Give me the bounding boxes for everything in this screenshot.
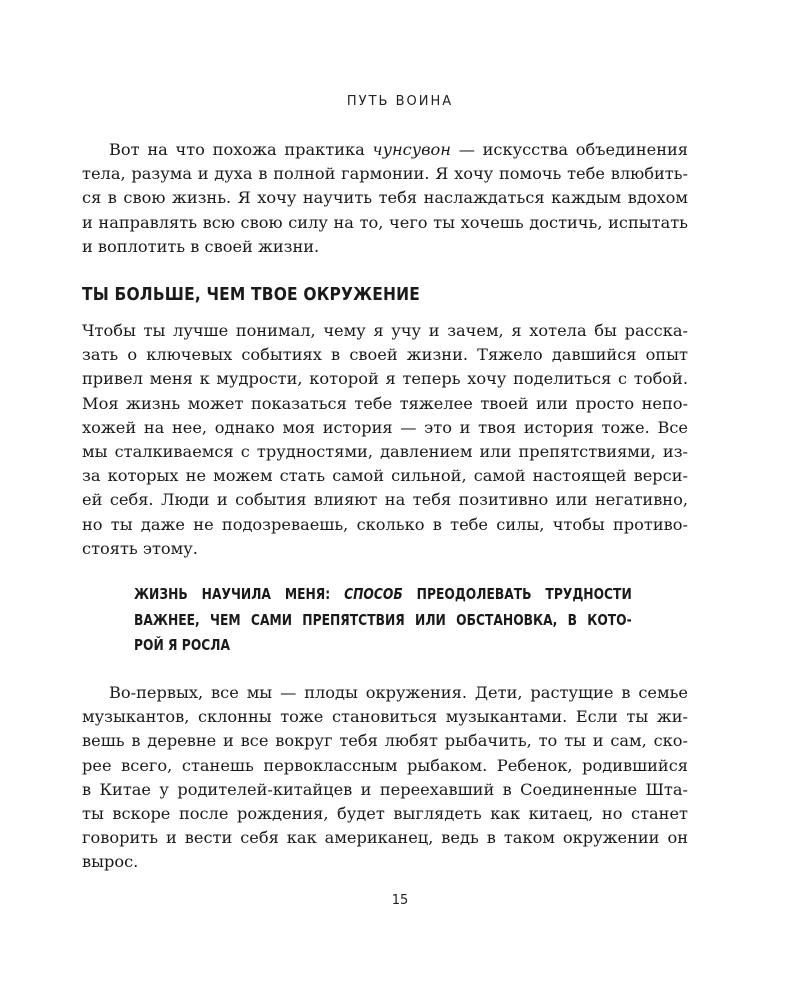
body1-line: хожей на нее, однако моя история — это и твоя история тоже. Все — [82, 417, 688, 437]
body-paragraph-2 — [82, 681, 688, 875]
intro-paragraph — [82, 138, 688, 259]
body1-line: мы сталкиваемся с трудностями, давлением или препятствиями, из- — [82, 441, 688, 461]
body1-line: привел меня к мудрости, которой я теперь хочу поделиться с тобой. — [82, 369, 688, 389]
page-number: 15 — [391, 893, 409, 908]
body2-line: рее всего, станешь первоклассным рыбаком. Ребенок, родившийся — [82, 755, 688, 775]
callout-line: РОЙ Я РОСЛА — [134, 636, 231, 654]
body2-line: Во-первых, все мы — плоды окружения. Дети, растущие в семье — [109, 683, 688, 702]
body1-line: Моя жизнь может показаться тебе тяжелее твоей или просто непо- — [82, 393, 688, 413]
body1-line: зать о ключевых событиях в своей жизни. Тяжело давшийся опыт — [82, 345, 688, 365]
body2-line: вырос. — [82, 852, 139, 872]
body2-line: ты вскоре после рождения, будет выглядеть как китаец, но станет — [82, 803, 688, 823]
body1-line: за которых не можем стать самой сильной, самой настоящей верси- — [82, 466, 688, 486]
body2-line: вешь в деревне и все вокруг тебя любят рыбачить, то ты и сам, ско- — [82, 731, 688, 751]
section-heading: ТЫ БОЛЬШЕ, ЧЕМ ТВОЕ ОКРУЖЕНИЕ — [82, 284, 421, 305]
callout-line: ВАЖНЕЕ, ЧЕМ САМИ ПРЕПЯТСТВИЯ ИЛИ ОБСТАНОВКА, В КОТО- — [134, 610, 632, 629]
callout-italic-word: СПОСОБ — [344, 585, 403, 603]
callout-quote — [134, 582, 632, 659]
running-head: ПУТЬ ВОИНА — [346, 94, 454, 109]
body2-line: говорить и вести себя как американец, ведь в таком окружении он — [82, 828, 688, 848]
body2-line: в Китае у родителей-китайцев и переехавший в Соединенные Шта- — [82, 779, 688, 799]
intro-line: Вот на что похожа практика чунсувон — искусства объединения — [109, 140, 688, 159]
intro-italic-term: чунсувон — [372, 140, 451, 159]
body1-line: Чтобы ты лучше понимал, чему я учу и зачем, я хотела бы расска- — [82, 321, 688, 340]
body1-line: стоять этому. — [82, 538, 198, 558]
body2-line: музыкантов, склонны тоже становиться музыкантами. Если ты жи- — [82, 707, 688, 727]
intro-line: тела, разума и духа в полной гармонии. Я хочу помочь тебе влюбить- — [82, 164, 688, 184]
intro-line: и воплотить в своей жизни. — [82, 236, 320, 256]
body-paragraph-1 — [82, 319, 688, 561]
intro-line: и направлять всю свою силу на то, чего ты хочешь достичь, испытать — [82, 212, 688, 232]
body1-line: ей себя. Люди и события влияют на тебя позитивно или негативно, — [82, 490, 688, 510]
callout-line: ЖИЗНЬ НАУЧИЛА МЕНЯ: СПОСОБ ПРЕОДОЛЕВАТЬ ТРУДНОСТИ — [134, 585, 632, 603]
intro-line: ся в свою жизнь. Я хочу научить тебя наслаждаться каждым вдохом — [82, 188, 688, 208]
body1-line: но ты даже не подозреваешь, сколько в тебе силы, чтобы противо- — [82, 514, 688, 534]
